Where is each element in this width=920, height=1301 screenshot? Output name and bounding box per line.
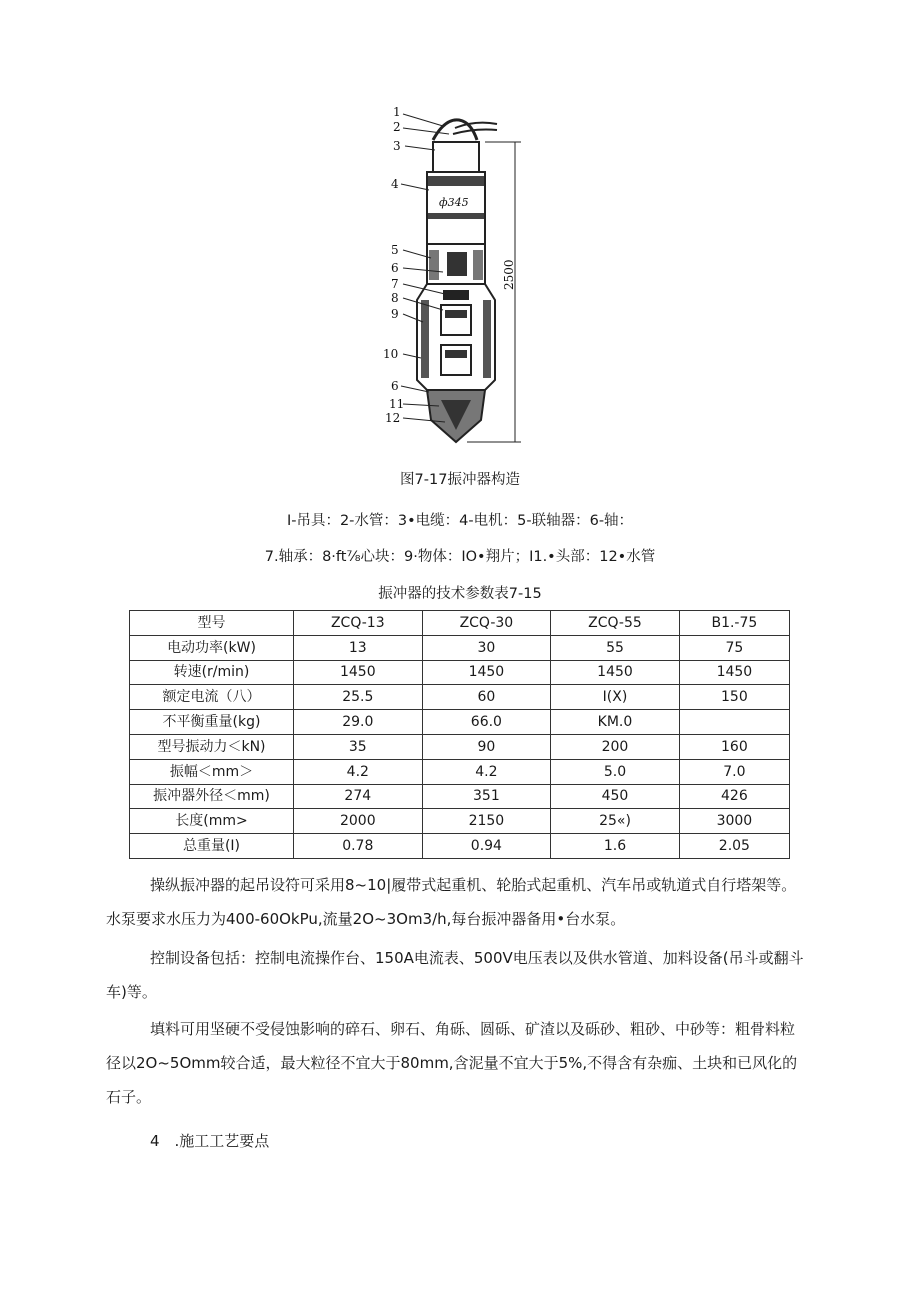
table-row-label: 总重量(I) — [130, 834, 294, 859]
table-cell: ZCQ-55 — [551, 611, 680, 636]
table-cell: 13 — [294, 635, 423, 660]
table-cell — [679, 710, 789, 735]
part-number: 6 — [391, 261, 399, 275]
paragraph-lifting-equipment: 操纵振冲器的起吊设符可采用8~10|履带式起重机、轮胎式起重机、汽车吊或轨道式自行塔架等。水泵要求水压力为400-60OkPu,流量2O~3Om3∕h,每台振冲器备用•台水泵。 — [106, 876, 797, 928]
table-cell: 2150 — [422, 809, 551, 834]
table-cell: 1450 — [679, 660, 789, 685]
table-cell: ZCQ-13 — [294, 611, 423, 636]
eccentric-block — [441, 305, 471, 335]
table-cell: 2000 — [294, 809, 423, 834]
table-cell: 30 — [422, 635, 551, 660]
table-cell: 5.0 — [551, 759, 680, 784]
table-cell: KM.0 — [551, 710, 680, 735]
figure-caption: 图7-17振冲器构造 — [400, 472, 520, 488]
part-number: 9 — [391, 307, 399, 321]
table-cell: 2.05 — [679, 834, 789, 859]
table-cell: 0.94 — [422, 834, 551, 859]
table-row-label: 转速(r/min) — [130, 660, 294, 685]
table-cell: 160 — [679, 734, 789, 759]
section-heading: 4 .施工工艺要点 — [150, 1132, 270, 1150]
table-row-label: 振冲器外径＜mm) — [130, 784, 294, 809]
part-number: 12 — [385, 411, 401, 425]
table-row-label: 型号 — [130, 611, 294, 636]
part-number: 6 — [391, 379, 399, 393]
paragraph-filler-material: 填料可用坚硬不受侵蚀影响的碎石、卵石、角砾、圆砾、矿渣以及砾砂、粗砂、中砂等：粗骨料粒径以2O~5Omm较合适，最大粒径不宜大于80mm,含泥量不宜大于5%,不得含有杂痂、土块和已风化的石子。 — [106, 1020, 798, 1106]
table-row-label: 不平衡重量(kg) — [130, 710, 294, 735]
part-number: 7 — [391, 277, 399, 291]
table-cell: I(X) — [551, 685, 680, 710]
table-cell: 1450 — [551, 660, 680, 685]
table-cell: 450 — [551, 784, 680, 809]
part-number: 2 — [393, 120, 401, 134]
table-row-label: 电动功率(kW) — [130, 635, 294, 660]
figure-legend-line-1: I-吊具：2-水管：3•电缆：4-电机：5-联轴器：6-轴： — [286, 513, 634, 529]
table-cell: B1.-75 — [679, 611, 789, 636]
table-cell: ZCQ-30 — [422, 611, 551, 636]
part-number: 1 — [393, 105, 401, 119]
table-cell: 1.6 — [551, 834, 680, 859]
table-title: 振冲器的技术参数表7-15 — [378, 586, 542, 602]
table-cell: 1450 — [294, 660, 423, 685]
parameter-table-body — [130, 611, 790, 859]
table-row — [130, 685, 790, 710]
length-label: 2500 — [502, 259, 516, 290]
table-cell: 200 — [551, 734, 680, 759]
table-cell: 1450 — [422, 660, 551, 685]
table-row-label: 长度(mm> — [130, 809, 294, 834]
table-row — [130, 710, 790, 735]
part-number: 3 — [393, 139, 401, 153]
table-row — [130, 834, 790, 859]
table-cell: 25.5 — [294, 685, 423, 710]
table-cell: 60 — [422, 685, 551, 710]
table-cell: 90 — [422, 734, 551, 759]
part-number: 5 — [391, 243, 399, 257]
table-row — [130, 660, 790, 685]
table-cell: 4.2 — [422, 759, 551, 784]
table-row — [130, 759, 790, 784]
table-cell: 351 — [422, 784, 551, 809]
table-row-label: 振幅＜mm＞ — [130, 759, 294, 784]
table-row — [130, 784, 790, 809]
table-cell: 274 — [294, 784, 423, 809]
table-cell: 7.0 — [679, 759, 789, 784]
table-cell: 25«) — [551, 809, 680, 834]
table-cell: 75 — [679, 635, 789, 660]
vibroflot-figure — [355, 100, 565, 450]
table-cell: 29.0 — [294, 710, 423, 735]
table-cell: 66.0 — [422, 710, 551, 735]
table-row — [130, 734, 790, 759]
part-number: 11 — [389, 397, 405, 411]
table-cell: 0.78 — [294, 834, 423, 859]
table-row-label: 型号振动力＜kN) — [130, 734, 294, 759]
table-cell: 150 — [679, 685, 789, 710]
table-row-label: 额定电流（八） — [130, 685, 294, 710]
table-row — [130, 809, 790, 834]
cable-section — [433, 142, 479, 172]
figure-legend-line-2: 7.轴承：8·ft⅞心块：9·物体：IO•翔片；I1.•头部：12•水管 — [264, 549, 656, 565]
table-row — [130, 611, 790, 636]
part-number: 4 — [391, 177, 399, 191]
table-cell: 3000 — [679, 809, 789, 834]
parameter-table — [129, 610, 790, 859]
paragraph-control-equipment: 控制设备包括：控制电流操作台、150A电流表、500V电压表以及供水管道、加料设备(吊斗或翻斗车)等。 — [106, 949, 804, 1001]
vibroflot-diagram — [355, 100, 565, 450]
table-cell: 4.2 — [294, 759, 423, 784]
table-cell: 35 — [294, 734, 423, 759]
table-cell: 55 — [551, 635, 680, 660]
water-pipe-top — [455, 123, 497, 128]
table-cell: 426 — [679, 784, 789, 809]
part-number: 8 — [391, 291, 399, 305]
part-number: 10 — [383, 347, 399, 361]
table-row — [130, 635, 790, 660]
diameter-label: ф345 — [439, 196, 469, 209]
